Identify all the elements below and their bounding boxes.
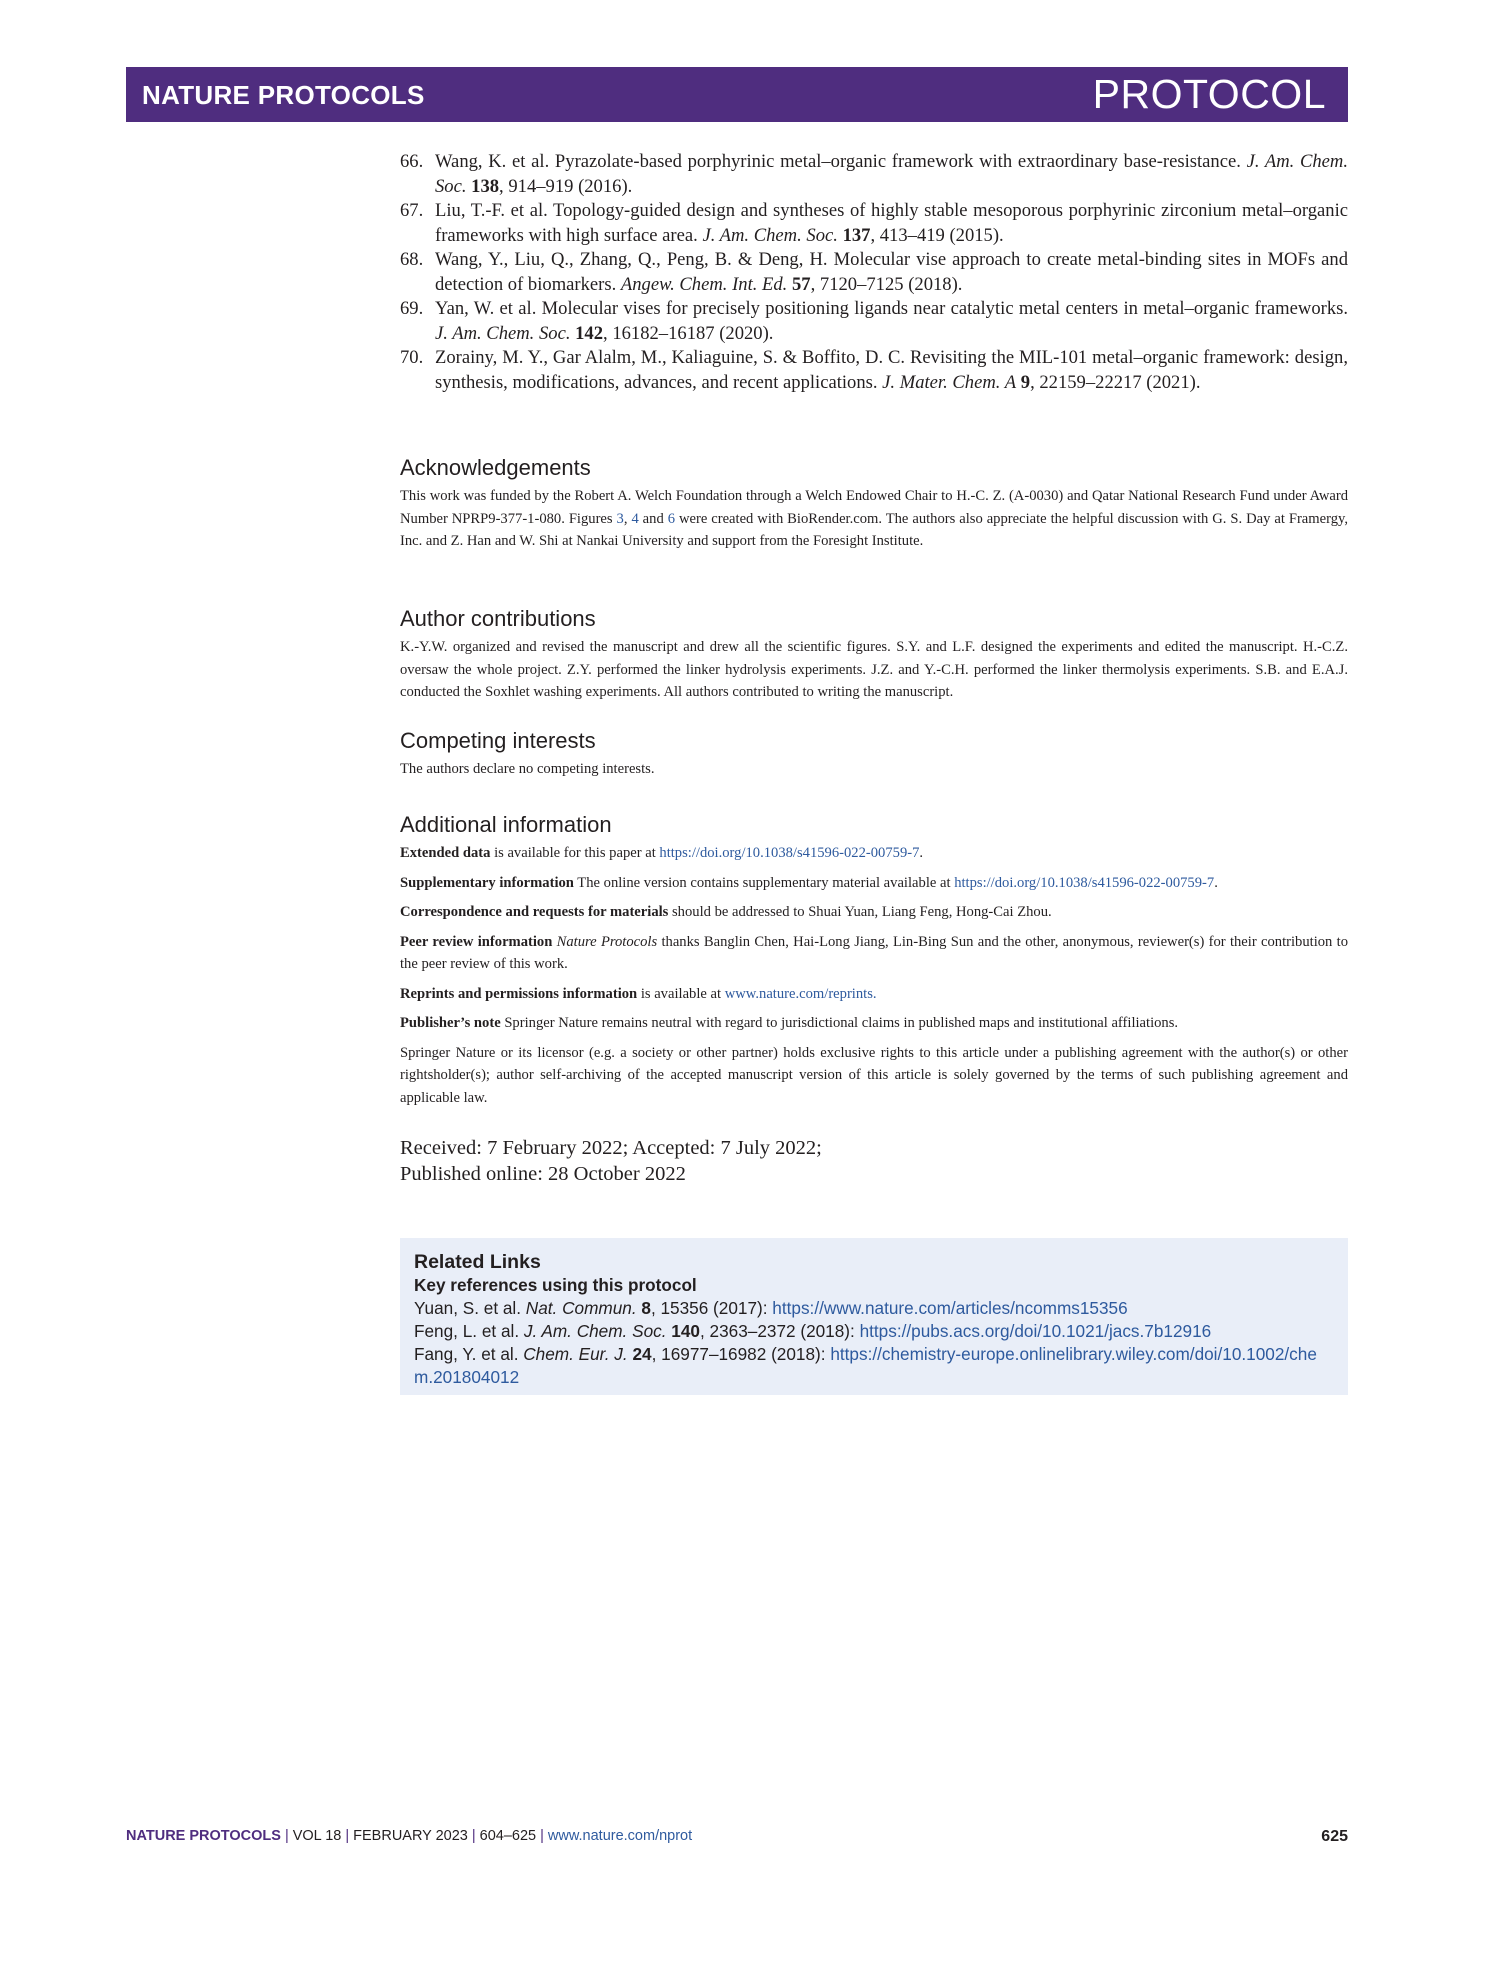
acknowledgements-section — [400, 455, 1348, 553]
competing-interests-section — [400, 728, 1348, 781]
footer-url[interactable]: www.nature.com/nprot — [547, 1828, 693, 1844]
footer-journal: NATURE PROTOCOLS — [126, 1828, 281, 1844]
received-accepted-dates: Received: 7 February 2022; Accepted: 7 July 2022; — [400, 1137, 822, 1159]
competing-interests-heading: Competing interests — [400, 728, 596, 753]
reference-number: 67. — [400, 200, 424, 221]
reference-number: 66. — [400, 151, 424, 172]
footer-issue: FEBRUARY 2023 — [353, 1828, 468, 1844]
reference-67: 67. Liu, T.-F. et al. Topology-guided design and syntheses of highly stable mesoporous porphyrinic zirconium metal–organic frameworks with high surface area. J. Am. Chem. Soc. 137, 413–419 (2015). — [400, 200, 1348, 246]
related-link-item: Fang, Y. et al. Chem. Eur. J. 24, 16977–16982 (2018): https://chemistry-europe.onlinelibrary.wiley.com/doi/10.1002/chem.201804012 — [414, 1344, 1317, 1387]
correspondence-paragraph: Correspondence and requests for materials should be addressed to Shuai Yuan, Liang Feng, Hong-Cai Zhou. — [400, 904, 1052, 920]
supplementary-information-paragraph: Supplementary information The online version contains supplementary material available at https://doi.org/10.1038/s41596-022-00759-7. — [400, 874, 1218, 891]
reference-number: 69. — [400, 298, 424, 319]
publication-dates — [400, 1136, 1348, 1187]
reference-68: 68. Wang, Y., Liu, Q., Zhang, Q., Peng, B. & Deng, H. Molecular vise approach to create metal-binding sites in MOFs and detection of biomarkers. Angew. Chem. Int. Ed. 57, 7120–7125 (2018). — [400, 249, 1348, 295]
footer-pages: 604–625 — [479, 1828, 537, 1844]
figure-link-6[interactable]: 6 — [667, 510, 675, 527]
published-online-date: Published online: 28 October 2022 — [400, 1162, 686, 1185]
reference-number: 68. — [400, 249, 424, 270]
article-type: PROTOCOL — [1092, 71, 1326, 117]
figure-link-3[interactable]: 3 — [616, 510, 624, 527]
related-link-item: Yuan, S. et al. Nat. Commun. 8, 15356 (2017): https://www.nature.com/articles/ncomms15356 — [414, 1298, 1128, 1318]
peer-review-paragraph: Peer review information Nature Protocols thanks Banglin Chen, Hai-Long Jiang, Lin-Bing Sun and the other, anonymous, reviewer(s) for their contribution to the peer review of this work. — [400, 933, 1348, 972]
footer-volume: VOL 18 — [292, 1828, 342, 1844]
figure-link-4[interactable]: 4 — [631, 510, 639, 527]
acknowledgements-heading: Acknowledgements — [400, 455, 591, 480]
reference-list — [400, 150, 1348, 395]
related-links-subtitle: Key references using this protocol — [414, 1275, 697, 1295]
related-links-title: Related Links — [414, 1251, 541, 1273]
acknowledgements-text: This work was funded by the Robert A. Welch Foundation through a Welch Endowed Chair to H.-C. Z. (A-0030) and Qatar National Research Fund under Award Number NPRP9-377-1-080. Figures 3, 4 and 6 were created with BioRender.com. The authors also appreciate the helpful discussion with G. S. Day at Framergy, Inc. and Z. Han and W. Shi at Nankai University and support from the Foresight Institute. — [400, 488, 1349, 549]
author-contributions-section — [400, 606, 1348, 704]
competing-interests-text: The authors declare no competing interests. — [400, 761, 655, 777]
author-contributions-heading: Author contributions — [400, 606, 596, 631]
extended-data-paragraph: Extended data is available for this paper at https://doi.org/10.1038/s41596-022-00759-7. — [400, 845, 924, 861]
author-contributions-text: K.-Y.W. organized and revised the manuscript and drew all the scientific figures. S.Y. and L.F. designed the experiments and edited the manuscript. H.-C.Z. oversaw the whole project. Z.Y. performed the linker hydrolysis experiments. J.Z. and Y.-C.H. performed the linker thermolysis experiments. S.B. and E.A.J. conducted the Soxhlet washing experiments. All authors contributed to writing the manuscript. — [400, 639, 1348, 700]
reference-66: 66. Wang, K. et al. Pyrazolate-based porphyrinic metal–organic framework with extraordinary base-resistance. J. Am. Chem. Soc. 138, 914–919 (2016). — [400, 151, 1348, 197]
related-link-url[interactable]: https://pubs.acs.org/doi/10.1021/jacs.7b12916 — [859, 1321, 1212, 1341]
related-links-box — [400, 1238, 1348, 1395]
related-link-item: Feng, L. et al. J. Am. Chem. Soc. 140, 2363–2372 (2018): https://pubs.acs.org/doi/10.1021/jacs.7b12916 — [414, 1321, 1212, 1341]
reference-number: 70. — [400, 347, 424, 368]
page-footer: NATURE PROTOCOLS | VOL 18 | FEBRUARY 2023 | 604–625 | www.nature.com/nprot 625 — [126, 1828, 1348, 1845]
page-number: 625 — [1321, 1828, 1348, 1845]
rights-paragraph: Springer Nature or its licensor (e.g. a society or other partner) holds exclusive rights to this article under a publishing agreement with the author(s) or other rightsholder(s); author self-archiving of the accepted manuscript version of this article is solely governed by the terms of such publishing agreement and applicable law. — [400, 1044, 1348, 1106]
additional-information-section — [400, 812, 1348, 1116]
reprints-paragraph: Reprints and permissions information is available at www.nature.com/reprints. — [400, 985, 877, 1002]
journal-name: NATURE PROTOCOLS — [142, 80, 425, 110]
header-banner — [126, 67, 1348, 122]
publisher-note-paragraph: Publisher’s note Springer Nature remains neutral with regard to jurisdictional claims in published maps and institutional affiliations. — [400, 1015, 1179, 1031]
supplementary-link[interactable]: https://doi.org/10.1038/s41596-022-00759-7 — [954, 874, 1215, 891]
additional-information-heading: Additional information — [400, 812, 612, 837]
related-link-url[interactable]: https://chemistry-europe.onlinelibrary.wiley.com/doi/10.1002/chem.201804012 — [414, 1344, 1317, 1387]
reference-70: 70. Zorainy, M. Y., Gar Alalm, M., Kaliaguine, S. & Boffito, D. C. Revisiting the MIL-101 metal–organic framework: design, synthesis, modifications, advances, and recent applications. J. Mater. Chem. A 9, 22159–22217 (2021). — [400, 347, 1348, 393]
reference-69: 69. Yan, W. et al. Molecular vises for precisely positioning ligands near catalytic metal centers in metal–organic frameworks. J. Am. Chem. Soc. 142, 16182–16187 (2020). — [400, 298, 1348, 344]
related-link-url[interactable]: https://www.nature.com/articles/ncomms15356 — [772, 1298, 1128, 1318]
reprints-link[interactable]: www.nature.com/reprints. — [724, 985, 877, 1002]
extended-data-link[interactable]: https://doi.org/10.1038/s41596-022-00759-7 — [659, 845, 920, 861]
